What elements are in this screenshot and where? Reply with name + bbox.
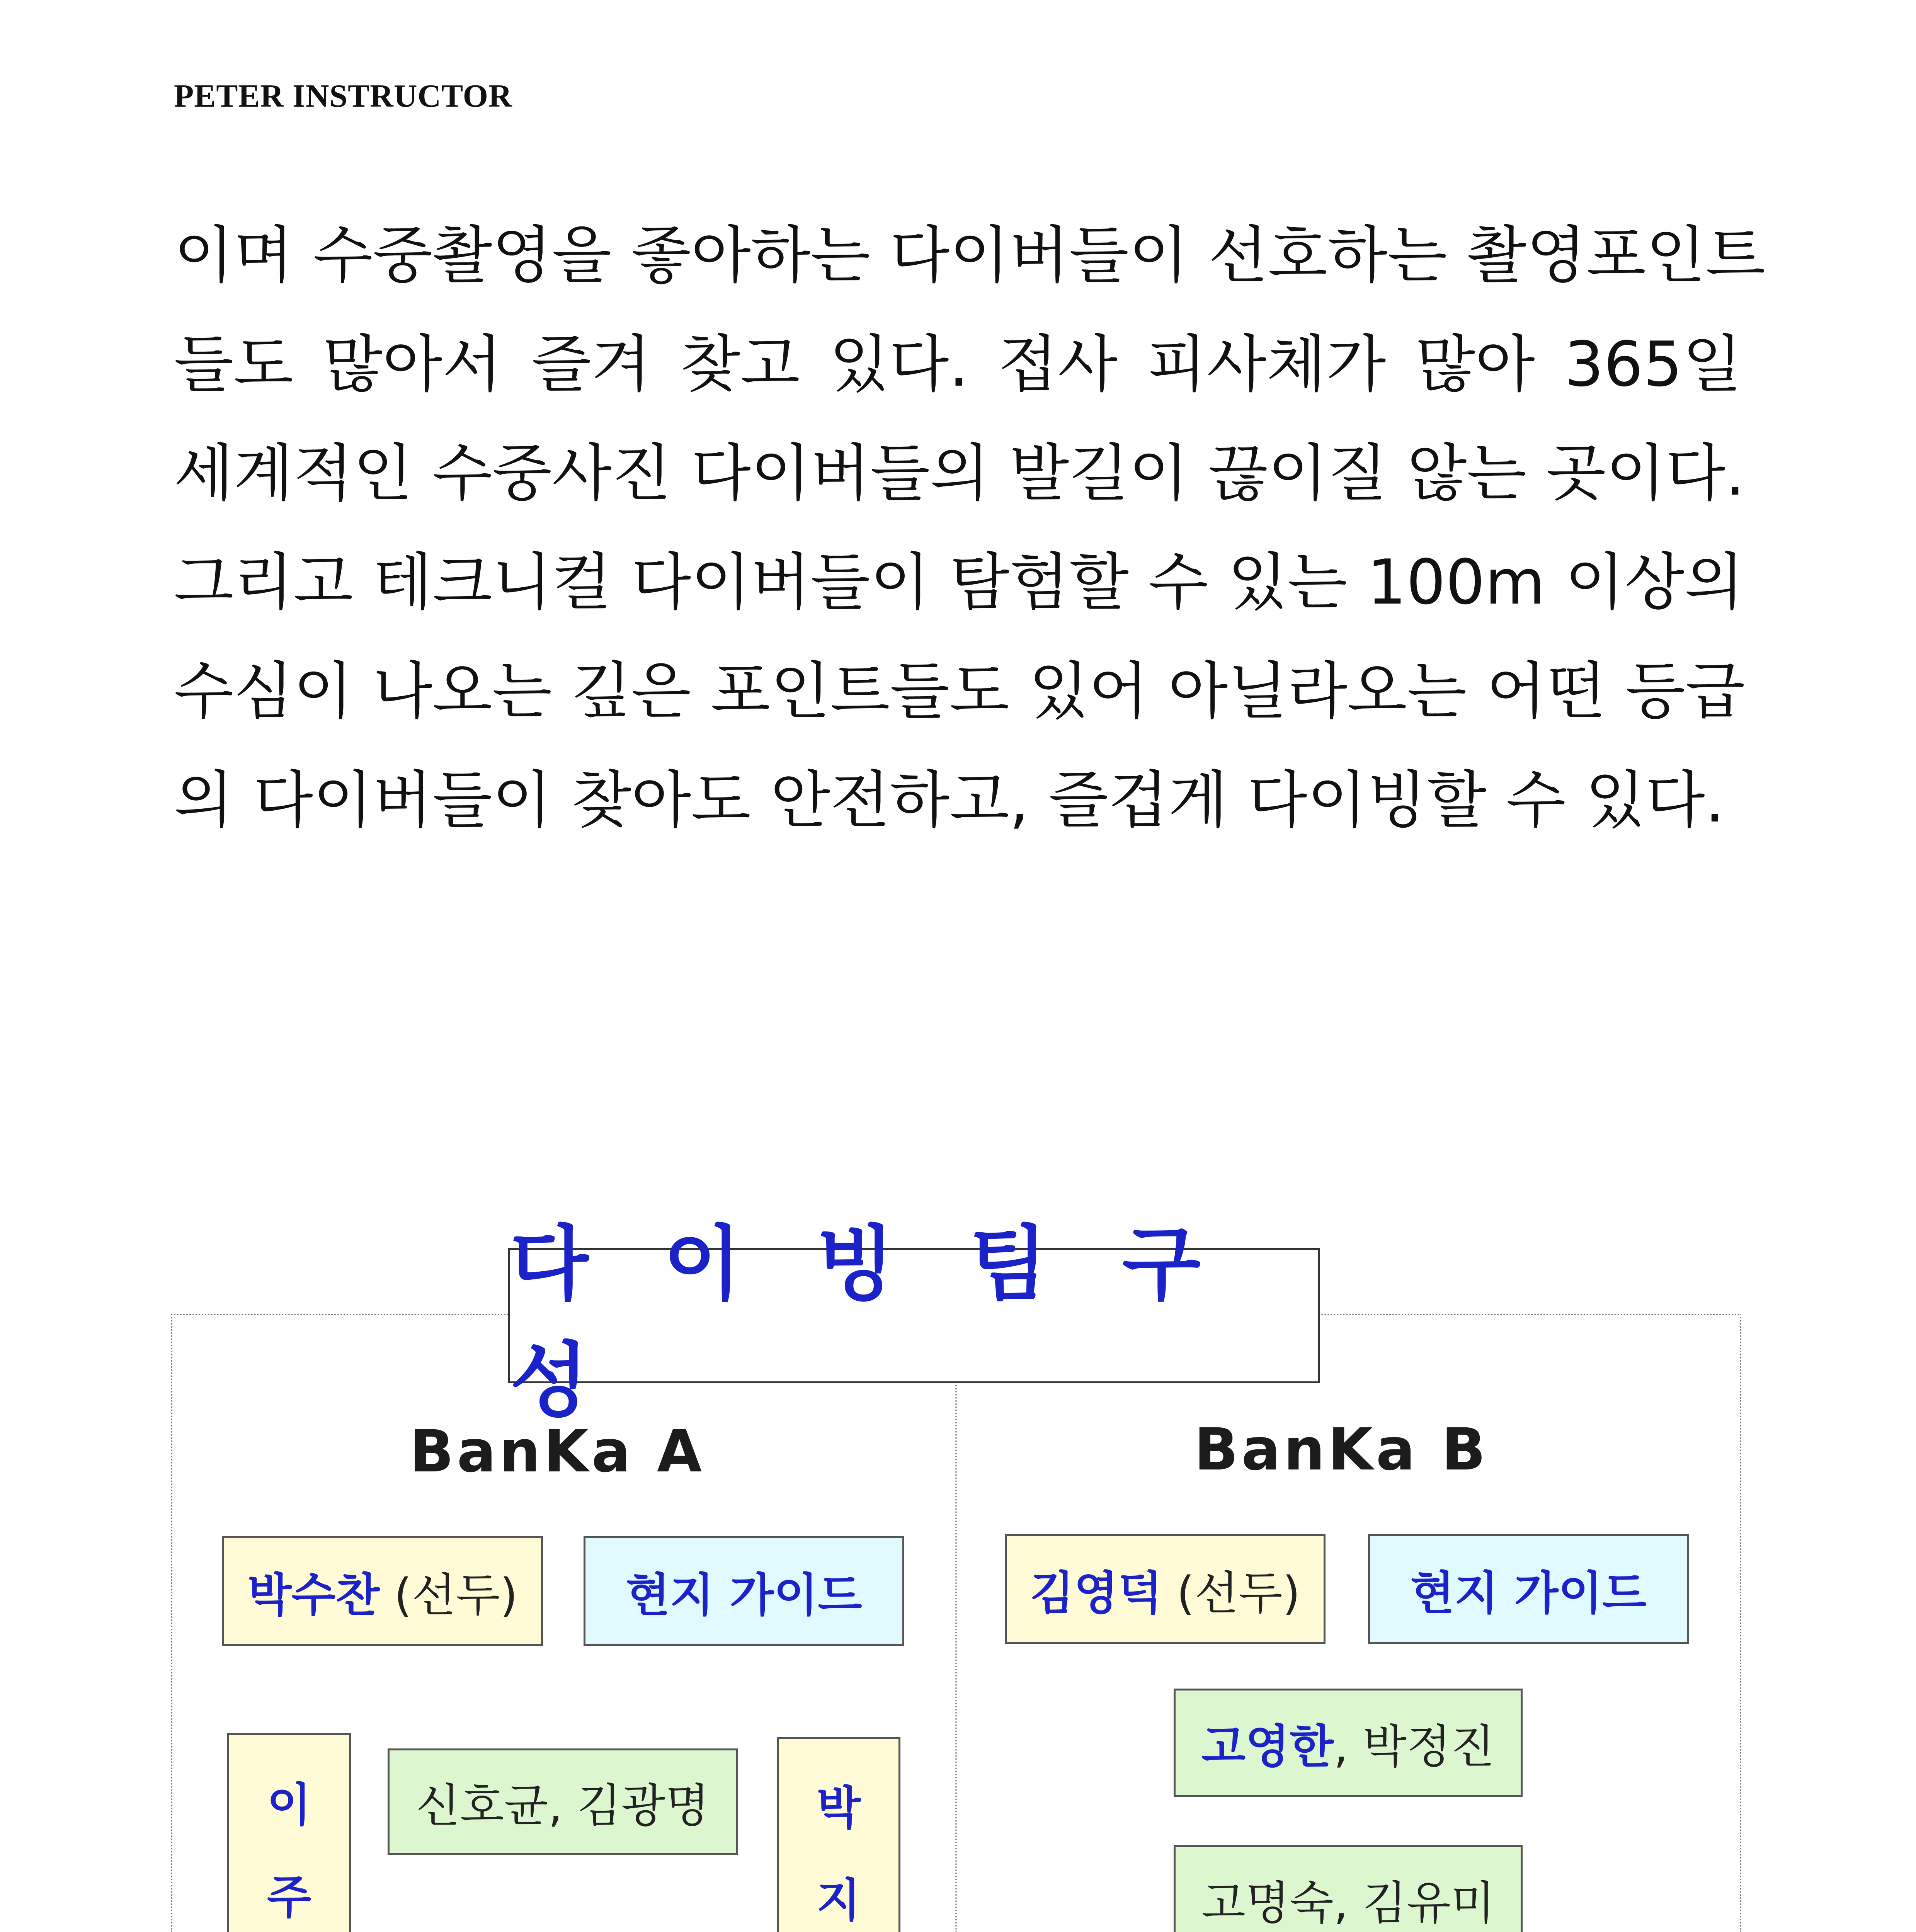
team-b-pair2-box: [1174, 1845, 1523, 1932]
team-b-pair1-lead: 고영한: [1201, 1720, 1334, 1773]
team-b-captain-role: (선두): [1176, 1566, 1300, 1620]
team-a-left-char: 이: [267, 1778, 311, 1832]
team-b-captain-name: 김영덕: [1030, 1566, 1162, 1620]
team-a-right-char: 박: [817, 1781, 861, 1835]
team-a-guide: 현지 가이드: [626, 1568, 862, 1622]
paragraph-line: 수심이 나오는 깊은 포인트들도 있어 아닐라오는 어떤 등급: [174, 655, 1745, 727]
team-a-right-char: 지: [817, 1873, 861, 1927]
team-a-pair1: 신호균, 김광명: [416, 1779, 710, 1832]
team-b-guide-box: [1368, 1534, 1689, 1644]
diagram-title: 다 이 빙 팀 구 성: [510, 1217, 1212, 1428]
team-a-pair1-box: [388, 1748, 738, 1855]
team-b-guide: 현지 가이드: [1410, 1566, 1647, 1620]
team-b-captain-box: [1005, 1534, 1326, 1644]
team-a-left-char: 주: [267, 1871, 311, 1924]
team-b-pair1-rest: , 박정진: [1333, 1720, 1495, 1773]
team-b-pair1-box: [1174, 1689, 1523, 1797]
team-b-title: BanKa B: [1194, 1416, 1489, 1483]
team-a-guide-box: [584, 1536, 904, 1646]
team-a-title: BanKa A: [410, 1418, 705, 1485]
body-paragraph: [174, 201, 1766, 855]
team-b-pair2: 고명숙, 김유미: [1201, 1876, 1495, 1930]
team-a-right-vertical-box: [777, 1737, 900, 1932]
team-a-left-vertical-box: [227, 1733, 351, 1932]
team-a-captain-name: 박수찬: [247, 1568, 380, 1622]
paragraph-line: 이며 수중촬영을 좋아하는 다이버들이 선호하는 촬영포인트: [174, 219, 1766, 291]
team-a-captain-role: (선두): [394, 1568, 518, 1622]
paragraph-line: 세계적인 수중사진 다이버들의 발길이 끊이질 않는 곳이다.: [174, 437, 1745, 509]
paragraph-line: 그리고 테크니컬 다이버들이 탐험할 수 있는 100m 이상의: [174, 546, 1744, 618]
running-header: PETER INSTRUCTOR: [174, 78, 512, 114]
team-a-captain-box: [222, 1536, 543, 1646]
diagram-title-box: [508, 1217, 1320, 1428]
paragraph-line: 의 다이버들이 찾아도 안전하고, 즐겁게 다이빙할 수 있다.: [174, 764, 1725, 836]
paragraph-line: 들도 많아서 즐겨 찾고 있다. 접사 피사체가 많아 365일: [174, 328, 1742, 400]
